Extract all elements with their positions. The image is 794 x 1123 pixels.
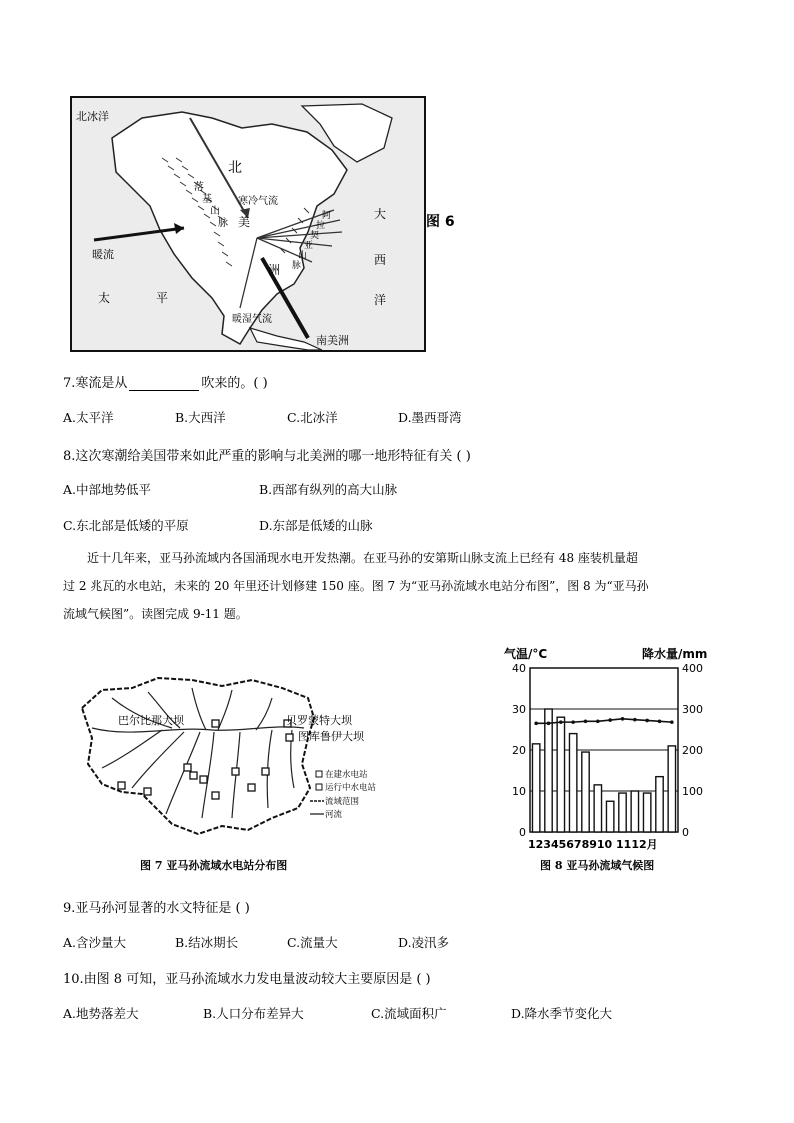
precipitation-bars	[532, 709, 675, 832]
q10-option-c[interactable]: C.流域面积广	[371, 1006, 447, 1021]
precip-bar-4	[569, 734, 576, 832]
q10-stem: 10.由图 8 可知，亚马孙流域水力发电量波动较大主要原因是 ( )	[63, 972, 431, 987]
q7-option-c[interactable]: C.北冰洋	[287, 410, 338, 425]
q7-option-d[interactable]: D.墨西哥湾	[398, 410, 462, 425]
arctic-label: 北冰洋	[76, 110, 109, 123]
figure7-map	[72, 668, 402, 848]
left-tick-label-0: 0	[519, 826, 526, 839]
pacific-label-2: 平	[156, 291, 169, 305]
rockies-label-2: 基	[202, 194, 212, 205]
figure6-map	[70, 96, 426, 352]
cold-air-label: 寒冷气流	[238, 196, 278, 207]
left-tick-label-20: 20	[512, 744, 526, 757]
temperature-point-12	[670, 720, 674, 724]
temperature-point-4	[571, 720, 575, 724]
humid-flow-label: 暖湿气流	[232, 314, 272, 325]
temperature-point-2	[547, 722, 551, 726]
q9-option-d[interactable]: D.凌汛多	[398, 935, 450, 950]
figure7-caption: 图 7 亚马孙流域水电站分布图	[140, 859, 288, 872]
precip-bar-6	[594, 785, 601, 832]
atlantic-label-3: 洋	[374, 293, 387, 307]
temperature-point-5	[584, 720, 588, 724]
q7-text-before: 7.寒流是从	[63, 376, 128, 391]
appalachian-label-3: 契	[310, 231, 320, 241]
right-tick-label-200: 200	[682, 744, 703, 757]
right-tick-label-300: 300	[682, 703, 703, 716]
q7-option-a[interactable]: A.太平洋	[63, 410, 114, 425]
rockies-label-3: 山	[210, 206, 220, 217]
legend-river-label: 河流	[325, 810, 343, 820]
left-tick-label-40: 40	[512, 662, 526, 675]
temperature-point-6	[596, 720, 600, 724]
q7-stem	[63, 372, 268, 391]
continent-zhou-label: 洲	[268, 263, 281, 277]
legend-running-label: 运行中水电站	[325, 783, 377, 793]
q8-option-d[interactable]: D.东部是低矮的山脉	[259, 518, 373, 533]
right-tick-label-400: 400	[682, 662, 703, 675]
temperature-line	[534, 717, 673, 725]
warm-flow-label: 暖流	[92, 248, 114, 261]
q7-text-after: 吹来的。( )	[201, 376, 268, 391]
precip-bar-7	[606, 801, 613, 832]
right-tick-label-0: 0	[682, 826, 689, 839]
figure6-map-svg	[72, 98, 424, 350]
pacific-label-1: 太	[98, 291, 111, 305]
appalachian-label-6: 脉	[292, 261, 302, 271]
legend-building-marker	[316, 771, 322, 777]
intro-paragraph	[63, 544, 733, 628]
q10-option-a[interactable]: A.地势落差大	[63, 1006, 139, 1021]
q10-option-d[interactable]: D.降水季节变化大	[511, 1006, 613, 1021]
legend-boundary-label: 流域范围	[325, 797, 360, 807]
precip-bar-11	[656, 777, 663, 832]
left-tick-label-30: 30	[512, 703, 526, 716]
america-label: 美	[238, 215, 251, 229]
temperature-point-7	[608, 718, 612, 722]
figure6-label: 图 6	[426, 214, 455, 230]
q8-option-b[interactable]: B.西部有纵列的高大山脉	[259, 482, 398, 497]
intro-line-1: 近十几年来，亚马孙流域内各国涌现水电开发热潮。在亚马孙的安第斯山脉支流上已经有 48 座装机量超	[87, 551, 638, 565]
left-tick-label-10: 10	[512, 785, 526, 798]
precip-bar-10	[643, 793, 650, 832]
q7-option-b[interactable]: B.大西洋	[175, 410, 226, 425]
temperature-point-8	[621, 717, 625, 721]
intro-line-3: 流域气候图”。读图完成 9-11 题。	[63, 607, 248, 621]
temperature-point-9	[633, 718, 637, 722]
precip-bar-9	[631, 791, 638, 832]
left-axis-title: 气温/°C	[504, 647, 548, 661]
q9-stem: 9.亚马孙河显著的水文特征是 ( )	[63, 901, 250, 916]
precip-bar-1	[532, 744, 539, 832]
temperature-point-3	[559, 720, 563, 724]
temperature-point-11	[658, 720, 662, 724]
q9-option-b[interactable]: B.结冰期长	[175, 935, 239, 950]
dam3-label: 图库鲁伊大坝	[298, 730, 364, 743]
right-axis-title: 降水量/mm	[642, 647, 708, 661]
q9-option-a[interactable]: A.含沙量大	[63, 935, 127, 950]
q7-blank[interactable]	[129, 378, 199, 391]
rockies-label-1: 落	[194, 182, 204, 193]
precip-bar-2	[545, 709, 552, 832]
precip-bar-5	[582, 752, 589, 832]
q8-option-a[interactable]: A.中部地势低平	[63, 482, 152, 497]
figure8-caption: 图 8 亚马孙流域气候图	[540, 859, 655, 872]
q9-option-c[interactable]: C.流量大	[287, 935, 338, 950]
north-label: 北	[228, 160, 242, 176]
legend-building-label: 在建水电站	[325, 770, 368, 780]
precip-bar-3	[557, 717, 564, 832]
appalachian-label-4: 亚	[304, 241, 314, 251]
atlantic-label-1: 大	[374, 207, 387, 221]
rockies-label-4: 脉	[218, 218, 228, 229]
figure7-legend	[310, 769, 377, 820]
precip-bar-12	[668, 746, 675, 832]
temperature-point-1	[534, 722, 538, 726]
atlantic-label-2: 西	[374, 253, 387, 267]
appalachian-label-1: 阿	[322, 211, 332, 221]
figure7-map-svg	[72, 668, 402, 848]
right-tick-label-100: 100	[682, 785, 703, 798]
q10-option-b[interactable]: B.人口分布差异大	[203, 1006, 304, 1021]
intro-line-2: 过 2 兆瓦的水电站，未来的 20 年里还计划修建 150 座。图 7 为“亚马孙流域水电站分布图”，图 8 为“亚马孙	[63, 579, 649, 593]
figure8-chart	[500, 642, 736, 852]
month-axis-label: 12345678910 1112月	[528, 838, 658, 851]
q8-option-c[interactable]: C.东北部是低矮的平原	[63, 518, 189, 533]
dam1-label: 巴尔比那大坝	[118, 714, 184, 727]
appalachian-label-5: 山	[298, 251, 308, 261]
temperature-point-10	[645, 719, 649, 723]
appalachian-label-2: 拉	[316, 221, 326, 231]
q8-stem: 8.这次寒潮给美国带来如此严重的影响与北美洲的哪一地形特征有关 ( )	[63, 449, 471, 464]
legend-running-marker	[316, 784, 322, 790]
climate-chart-svg	[500, 642, 736, 852]
dam2-label: 贝罗蒙特大坝	[286, 714, 352, 727]
precip-bar-8	[619, 793, 626, 832]
south-america-label: 南美洲	[316, 334, 349, 347]
